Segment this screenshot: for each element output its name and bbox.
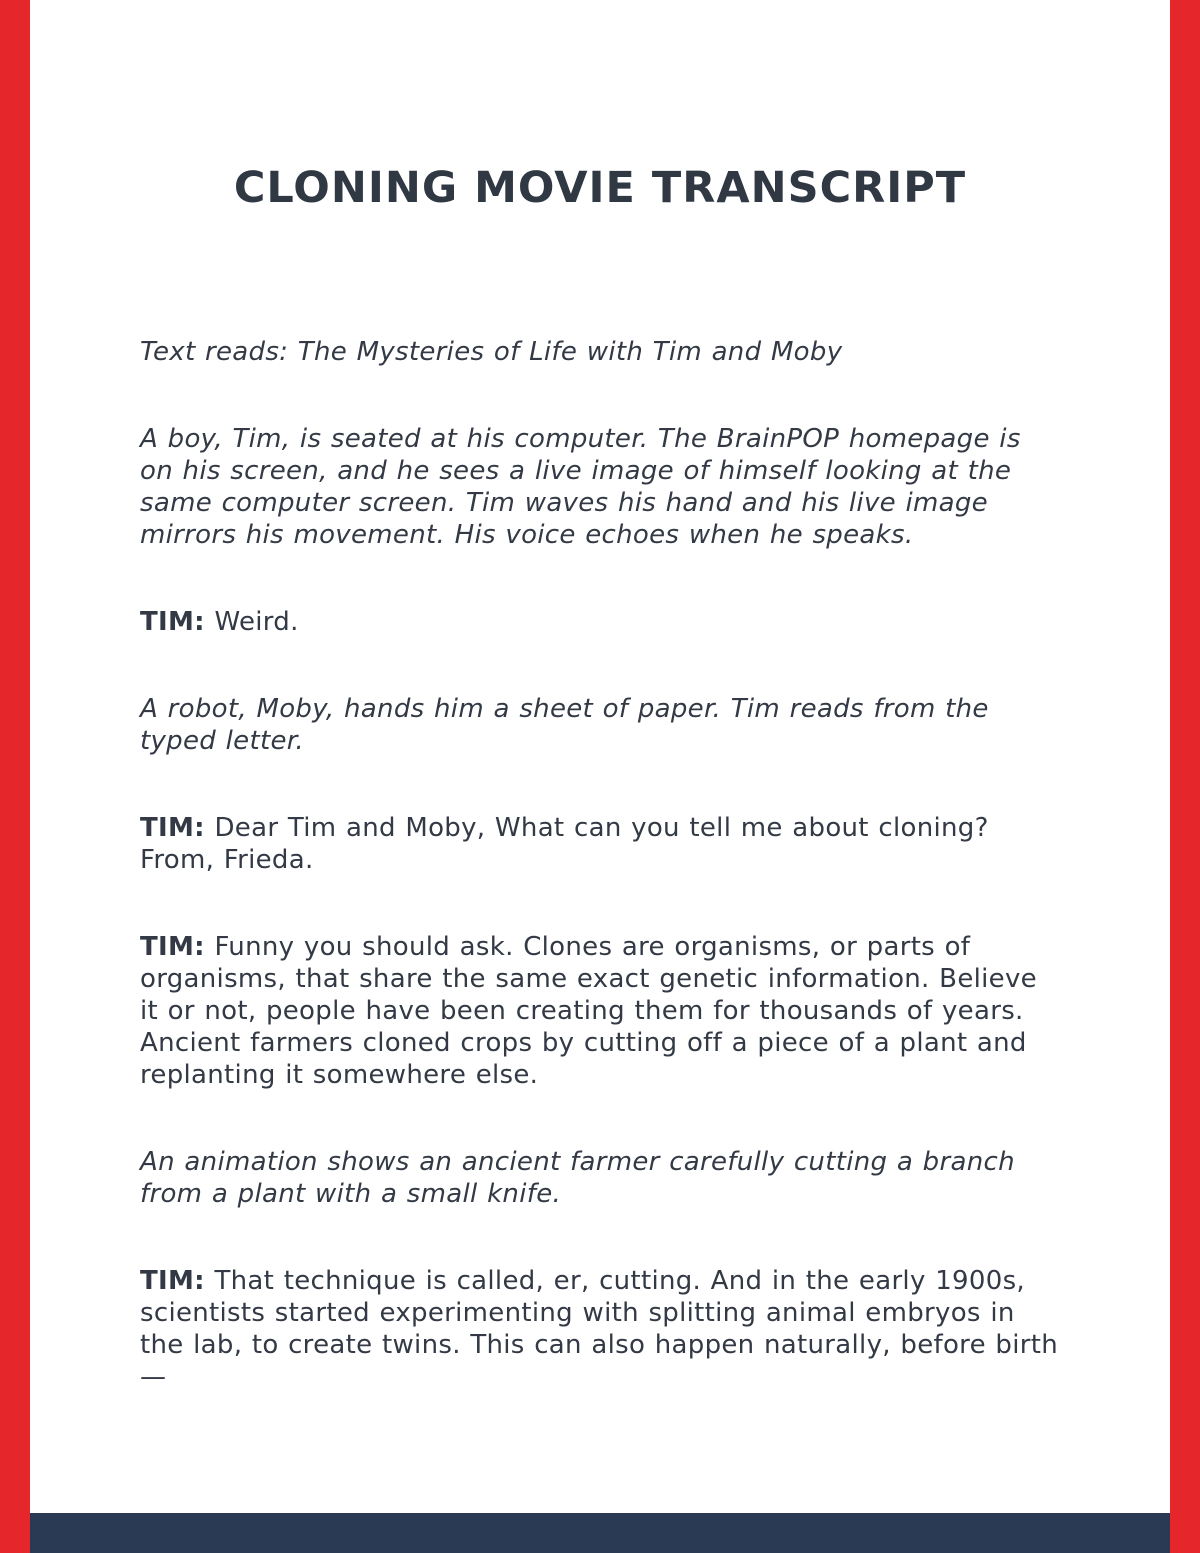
speaker-label: TIM: <box>140 607 205 637</box>
paragraph-text: A robot, Moby, hands him a sheet of paper. Tim reads from the typed letter. <box>140 694 989 756</box>
document-page <box>140 0 1060 1393</box>
left-edge-red-bar <box>0 0 30 1553</box>
paragraph-stage-direction <box>140 336 1060 368</box>
paragraph-dialogue <box>140 812 1060 876</box>
bottom-navy-bar <box>30 1513 1170 1553</box>
paragraph-text: Dear Tim and Moby, What can you tell me about cloning? From, Frieda. <box>140 813 989 875</box>
right-edge-red-bar <box>1170 0 1200 1553</box>
paragraph-dialogue <box>140 606 1060 638</box>
speaker-label: TIM: <box>140 932 205 962</box>
paragraph-stage-direction <box>140 423 1060 551</box>
paragraph-stage-direction <box>140 693 1060 757</box>
paragraph-text: Weird. <box>214 607 299 637</box>
paragraph-dialogue <box>140 931 1060 1091</box>
paragraph-text: An animation shows an ancient farmer carefully cutting a branch from a plant with a small knife. <box>140 1147 1015 1209</box>
paragraph-text: A boy, Tim, is seated at his computer. The BrainPOP homepage is on his screen, and he sees a live image of himself looking at the same computer screen. Tim waves his hand and his live image mirrors his movement. His voice echoes when he speaks. <box>140 424 1021 550</box>
paragraph-text: That technique is called, er, cutting. And in the early 1900s, scientists started experimenting with splitting animal embryos in the lab, to create twins. This can also happen naturally, before birth— <box>140 1266 1059 1392</box>
paragraph-dialogue <box>140 1265 1060 1393</box>
document-title: CLONING MOVIE TRANSCRIPT <box>233 163 967 213</box>
paragraph-text: Text reads: The Mysteries of Life with Tim and Moby <box>140 337 843 367</box>
paragraph-text: Funny you should ask. Clones are organisms, or parts of organisms, that share the same exact genetic information. Believe it or not, people have been creating them for thousands of years. Ancient farmers cloned crops by cutting off a piece of a plant and replanting it somewhere else. <box>140 932 1037 1090</box>
paragraph-stage-direction <box>140 1146 1060 1210</box>
speaker-label: TIM: <box>140 1266 205 1296</box>
speaker-label: TIM: <box>140 813 205 843</box>
